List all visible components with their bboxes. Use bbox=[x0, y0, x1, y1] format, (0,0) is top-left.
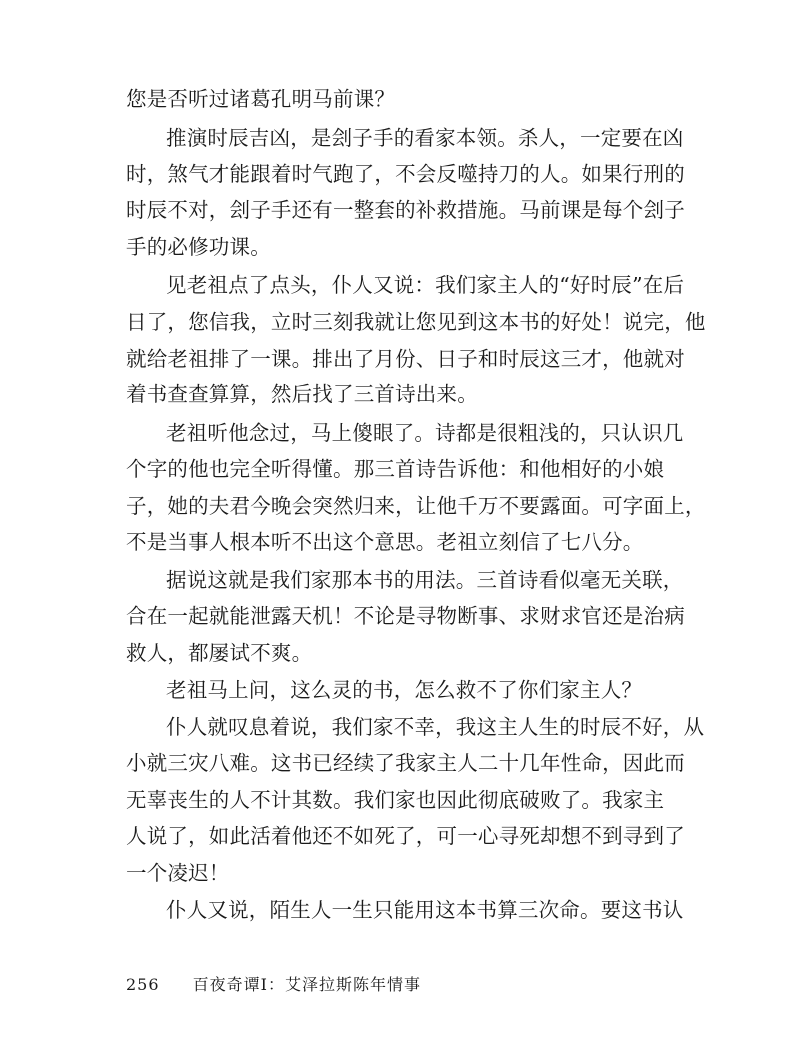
text-line: 小就三灾八难。这书已经续了我家主人二十几年性命，因此而 bbox=[126, 751, 685, 775]
text-line: 不是当事人根本听不出这个意思。老祖立刻信了七八分。 bbox=[126, 530, 644, 554]
text-line: 就给老祖排了一课。排出了月份、日子和时辰这三才，他就对 bbox=[126, 347, 685, 371]
book-title: 百夜奇谭Ⅰ：艾泽拉斯陈年情事 bbox=[192, 975, 421, 994]
text-line: 您是否听过诸葛孔明马前课？ bbox=[126, 87, 396, 111]
text-line: 日了，您信我，立时三刻我就让您见到这本书的好处！说完，他 bbox=[126, 310, 706, 334]
page-number: 256 bbox=[126, 975, 160, 994]
text-line: 手的必修功课。 bbox=[126, 235, 271, 259]
paragraph-start-line: 仆人又说，陌生人一生只能用这本书算三次命。要这书认 bbox=[166, 898, 684, 922]
paragraph-start-line: 老祖马上问，这么灵的书，怎么救不了你们家主人？ bbox=[166, 678, 643, 702]
text-line: 无辜丧生的人不计其数。我们家也因此彻底破败了。我家主 bbox=[126, 788, 665, 812]
text-line: 救人，都屡试不爽。 bbox=[126, 641, 313, 665]
text-line: 合在一起就能泄露天机！不论是寻物断事、求财求官还是治病 bbox=[126, 604, 685, 628]
paragraph-start-line: 仆人就叹息着说，我们家不幸，我这主人生的时辰不好，从 bbox=[166, 715, 705, 739]
text-line: 时，煞气才能跟着时气跑了，不会反噬持刀的人。如果行刑的 bbox=[126, 162, 685, 186]
text-line: 子，她的夫君今晚会突然归来，让他千万不要露面。可字面上， bbox=[126, 494, 706, 518]
paragraph-start-line: 推演时辰吉凶，是刽子手的看家本领。杀人，一定要在凶 bbox=[166, 126, 684, 150]
text-line: 个字的他也完全听得懂。那三首诗告诉他：和他相好的小娘 bbox=[126, 457, 665, 481]
text-line: 时辰不对，刽子手还有一整套的补救措施。马前课是每个刽子 bbox=[126, 198, 685, 222]
paragraph-start-line: 见老祖点了点头，仆人又说：我们家主人的“好时辰”在后 bbox=[166, 273, 685, 297]
paragraph-start-line: 据说这就是我们家那本书的用法。三首诗看似毫无关联， bbox=[166, 568, 684, 592]
text-line: 人说了，如此活着他还不如死了，可一心寻死却想不到寻到了 bbox=[126, 824, 685, 848]
page-footer bbox=[126, 974, 421, 996]
text-line: 一个凌迟！ bbox=[126, 861, 230, 885]
paragraph-start-line: 老祖听他念过，马上傻眼了。诗都是很粗浅的，只认识几 bbox=[166, 421, 684, 445]
text-line: 着书查查算算，然后找了三首诗出来。 bbox=[126, 382, 478, 406]
